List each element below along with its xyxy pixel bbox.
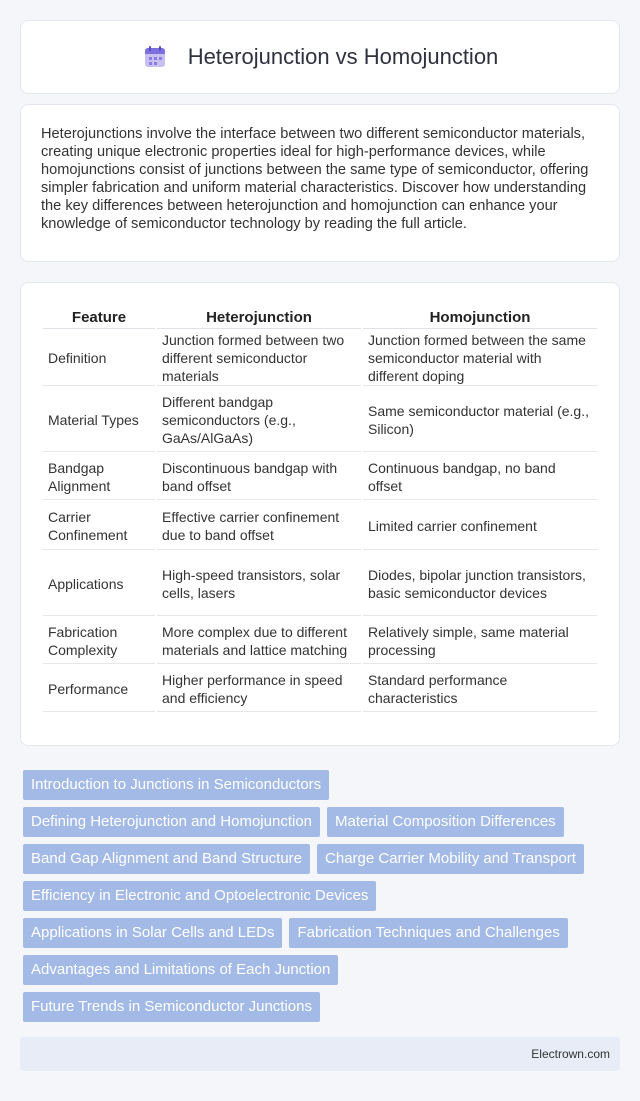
table-row <box>43 388 597 452</box>
header-feature: Feature <box>43 305 155 329</box>
footer <box>20 1037 620 1071</box>
table-cell-feature: Bandgap Alignment <box>43 454 155 500</box>
table-cell-homojunction: Junction formed between the same semiconductor material with different doping <box>363 331 597 386</box>
table-row <box>43 502 597 550</box>
table-cell-homojunction: Continuous bandgap, no band offset <box>363 454 597 500</box>
topic-tag[interactable]: Charge Carrier Mobility and Transport <box>317 844 584 874</box>
table-row <box>43 618 597 664</box>
comparison-table-card <box>20 282 620 746</box>
topic-row <box>23 844 623 874</box>
title-card <box>20 20 620 94</box>
intro-card <box>20 104 620 262</box>
topic-tag[interactable]: Band Gap Alignment and Band Structure <box>23 844 310 874</box>
table-row <box>43 331 597 386</box>
table-cell-feature: Fabrication Complexity <box>43 618 155 664</box>
table-cell-feature: Carrier Confinement <box>43 502 155 550</box>
topic-tag[interactable]: Fabrication Techniques and Challenges <box>289 918 567 948</box>
calendar-icon <box>142 44 168 70</box>
topic-row <box>23 770 623 800</box>
table-cell-homojunction: Standard performance characteristics <box>363 666 597 712</box>
table-cell-homojunction: Diodes, bipolar junction transistors, basic semiconductor devices <box>363 552 597 616</box>
table-cell-homojunction: Limited carrier confinement <box>363 502 597 550</box>
table-row <box>43 454 597 500</box>
table-cell-heterojunction: Different bandgap semiconductors (e.g., GaAs/AlGaAs) <box>157 388 361 452</box>
table-header-row <box>43 305 597 329</box>
topic-row <box>23 955 623 985</box>
footer-site-name[interactable]: Electrown.com <box>531 1047 610 1061</box>
topic-tag[interactable]: Efficiency in Electronic and Optoelectronic Devices <box>23 881 376 911</box>
table-cell-feature: Performance <box>43 666 155 712</box>
topic-row <box>23 807 623 837</box>
table-cell-heterojunction: Discontinuous bandgap with band offset <box>157 454 361 500</box>
topic-tag[interactable]: Defining Heterojunction and Homojunction <box>23 807 320 837</box>
comparison-table <box>41 303 599 714</box>
table-cell-homojunction: Same semiconductor material (e.g., Silicon) <box>363 388 597 452</box>
table-cell-homojunction: Relatively simple, same material processing <box>363 618 597 664</box>
intro-paragraph: Heterojunctions involve the interface between two different semiconductor materials, creating unique electronic properties ideal for high-performance devices, while homojunctions consist of junctions between the same type of semiconductor, offering simpler fabrication and uniform material characteristics. Discover how understanding the key differences between heterojunction and homojunction can enhance your knowledge of semiconductor technology by reading the full article. <box>41 126 589 232</box>
topic-tag[interactable]: Material Composition Differences <box>327 807 564 837</box>
table-cell-heterojunction: Effective carrier confinement due to band offset <box>157 502 361 550</box>
topic-tag[interactable]: Applications in Solar Cells and LEDs <box>23 918 282 948</box>
table-cell-feature: Definition <box>43 331 155 386</box>
topic-tags <box>23 770 623 1029</box>
topic-row <box>23 918 623 948</box>
page-title: Heterojunction vs Homojunction <box>187 44 499 69</box>
table-cell-feature: Material Types <box>43 388 155 452</box>
table-cell-heterojunction: More complex due to different materials and lattice matching <box>157 618 361 664</box>
table-cell-feature: Applications <box>43 552 155 616</box>
table-cell-heterojunction: Junction formed between two different semiconductor materials <box>157 331 361 386</box>
topic-tag[interactable]: Introduction to Junctions in Semiconductors <box>23 770 329 800</box>
topic-row <box>23 992 623 1022</box>
table-row <box>43 552 597 616</box>
topic-tag[interactable]: Future Trends in Semiconductor Junctions <box>23 992 320 1022</box>
table-cell-heterojunction: Higher performance in speed and efficiency <box>157 666 361 712</box>
table-cell-heterojunction: High-speed transistors, solar cells, lasers <box>157 552 361 616</box>
table-row <box>43 666 597 712</box>
topic-row <box>23 881 623 911</box>
header-homojunction: Homojunction <box>363 305 597 329</box>
header-heterojunction: Heterojunction <box>157 305 361 329</box>
topic-tag[interactable]: Advantages and Limitations of Each Junction <box>23 955 338 985</box>
